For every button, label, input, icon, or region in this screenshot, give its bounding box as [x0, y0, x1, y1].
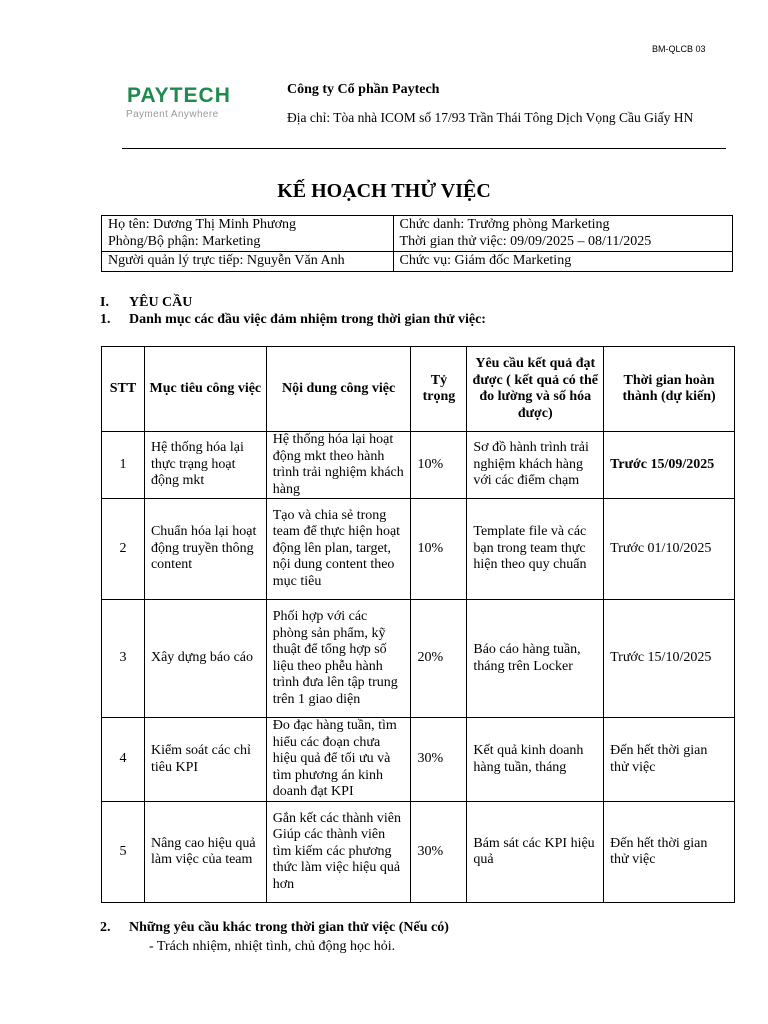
cell-weight: 30%: [411, 718, 467, 802]
cell-result: Kết quả kinh doanh hàng tuần, tháng: [467, 718, 604, 802]
cell-deadline: Đến hết thời gian thử việc: [604, 802, 735, 903]
header-weight: Tỷ trọng: [411, 347, 467, 432]
subsection-1-number: 1.: [100, 312, 111, 327]
section-2-heading: [100, 920, 449, 936]
subsection-1-title: Danh mục các đầu việc đảm nhiệm trong thời gian thử việc:: [129, 312, 486, 327]
cell-content: Phối hợp với các phòng sản phẩm, kỹ thuật để tổng hợp số liệu theo phễu hành trình đưa lên tập trung trên 1 giao diện: [266, 600, 411, 718]
company-name: Công ty Cổ phần Paytech: [287, 82, 440, 97]
header-divider: [122, 148, 726, 149]
probation-period: Thời gian thử việc: 09/09/2025 – 08/11/2025: [399, 233, 652, 249]
section-1-title: YÊU CẦU: [129, 295, 193, 310]
employee-name: Họ tên: Dương Thị Minh Phương: [108, 217, 297, 232]
cell-stt: 3: [102, 600, 145, 718]
cell-result: Báo cáo hàng tuần, tháng trên Locker: [467, 600, 604, 718]
cell-weight: 30%: [411, 802, 467, 903]
header-stt: STT: [102, 347, 145, 432]
header-result: Yêu cầu kết quả đạt được ( kết quả có thể đo lường và số hóa được): [467, 347, 604, 432]
document-title: KẾ HOẠCH THỬ VIỆC: [277, 180, 491, 202]
employee-info-table: [101, 215, 733, 272]
subsection-1-heading: [100, 312, 486, 328]
cell-goal: Xây dựng báo cáo: [144, 600, 266, 718]
table-row: [102, 432, 735, 499]
cell-weight: 10%: [411, 432, 467, 499]
cell-goal: Nâng cao hiệu quả làm việc của team: [144, 802, 266, 903]
logo-wordmark: PAYTECH: [127, 84, 231, 107]
header-deadline: Thời gian hoàn thành (dự kiến): [604, 347, 735, 432]
cell-result: Sơ đồ hành trình trải nghiệm khách hàng với các điểm chạm: [467, 432, 604, 499]
cell-deadline: Trước 01/10/2025: [604, 499, 735, 600]
cell-deadline: Trước 15/10/2025: [604, 600, 735, 718]
cell-content: Hệ thống hóa lại hoạt động mkt theo hành trình trải nghiệm khách hàng: [266, 432, 411, 499]
cell-weight: 10%: [411, 499, 467, 600]
table-header-row: [102, 347, 735, 432]
cell-goal: Hệ thống hóa lại thực trạng hoạt động mkt: [144, 432, 266, 499]
cell-goal: Kiểm soát các chỉ tiêu KPI: [144, 718, 266, 802]
employee-department: Phòng/Bộ phận: Marketing: [108, 233, 261, 249]
cell-stt: 2: [102, 499, 145, 600]
cell-content: [266, 802, 411, 903]
cell-content-line: Giúp các thành viên tìm kiếm các phương thức làm việc hiệu quả hơn: [272, 827, 401, 892]
info-cell-left: [102, 216, 394, 252]
cell-stt: 4: [102, 718, 145, 802]
cell-weight: 20%: [411, 600, 467, 718]
section-2-title: Những yêu cầu khác trong thời gian thử việc (Nếu có): [129, 920, 449, 935]
table-row: [102, 499, 735, 600]
company-logo: [120, 80, 270, 132]
cell-deadline: Trước 15/09/2025: [604, 432, 735, 499]
cell-content: Tạo và chia sẻ trong team để thực hiện hoạt động lên plan, target, nội dung content theo mục tiêu: [266, 499, 411, 600]
employee-position: Chức danh: Trưởng phòng Marketing: [399, 217, 610, 232]
direct-manager: Người quản lý trực tiếp: Nguyễn Văn Anh: [102, 252, 394, 272]
manager-position: Chức vụ: Giám đốc Marketing: [393, 252, 732, 272]
section-2-number: 2.: [100, 920, 111, 935]
header-content: Nội dung công việc: [266, 347, 411, 432]
cell-stt: 5: [102, 802, 145, 903]
cell-result: Bám sát các KPI hiệu quả: [467, 802, 604, 903]
cell-content-line: Gắn kết các thành viên: [272, 810, 402, 826]
company-address: Địa chỉ: Tòa nhà ICOM số 17/93 Trần Thái Tông Dịch Vọng Cầu Giấy HN: [287, 110, 694, 125]
info-row: [102, 252, 733, 272]
cell-content: Đo đạc hàng tuần, tìm hiểu các đoạn chưa hiệu quả để tối ưu và tìm phương án kinh doanh đạt KPI: [266, 718, 411, 802]
other-requirements-note: - Trách nhiệm, nhiệt tình, chủ động học hỏi.: [149, 939, 396, 954]
header-goal: Mục tiêu công việc: [144, 347, 266, 432]
cell-deadline: Đến hết thời gian thử việc: [604, 718, 735, 802]
info-cell-right: [393, 216, 732, 252]
table-row: [102, 802, 735, 903]
document-code: BM-QLCB 03: [652, 44, 706, 54]
cell-stt: 1: [102, 432, 145, 499]
table-row: [102, 600, 735, 718]
table-row: [102, 718, 735, 802]
cell-goal: Chuẩn hóa lại hoạt động truyền thông content: [144, 499, 266, 600]
section-1-heading: [100, 295, 192, 311]
info-row: [102, 216, 733, 252]
task-table: [101, 346, 735, 903]
cell-result: Template file và các bạn trong team thực hiện theo quy chuẩn: [467, 499, 604, 600]
logo-tagline: Payment Anywhere: [126, 109, 219, 120]
section-1-number: I.: [100, 295, 109, 310]
